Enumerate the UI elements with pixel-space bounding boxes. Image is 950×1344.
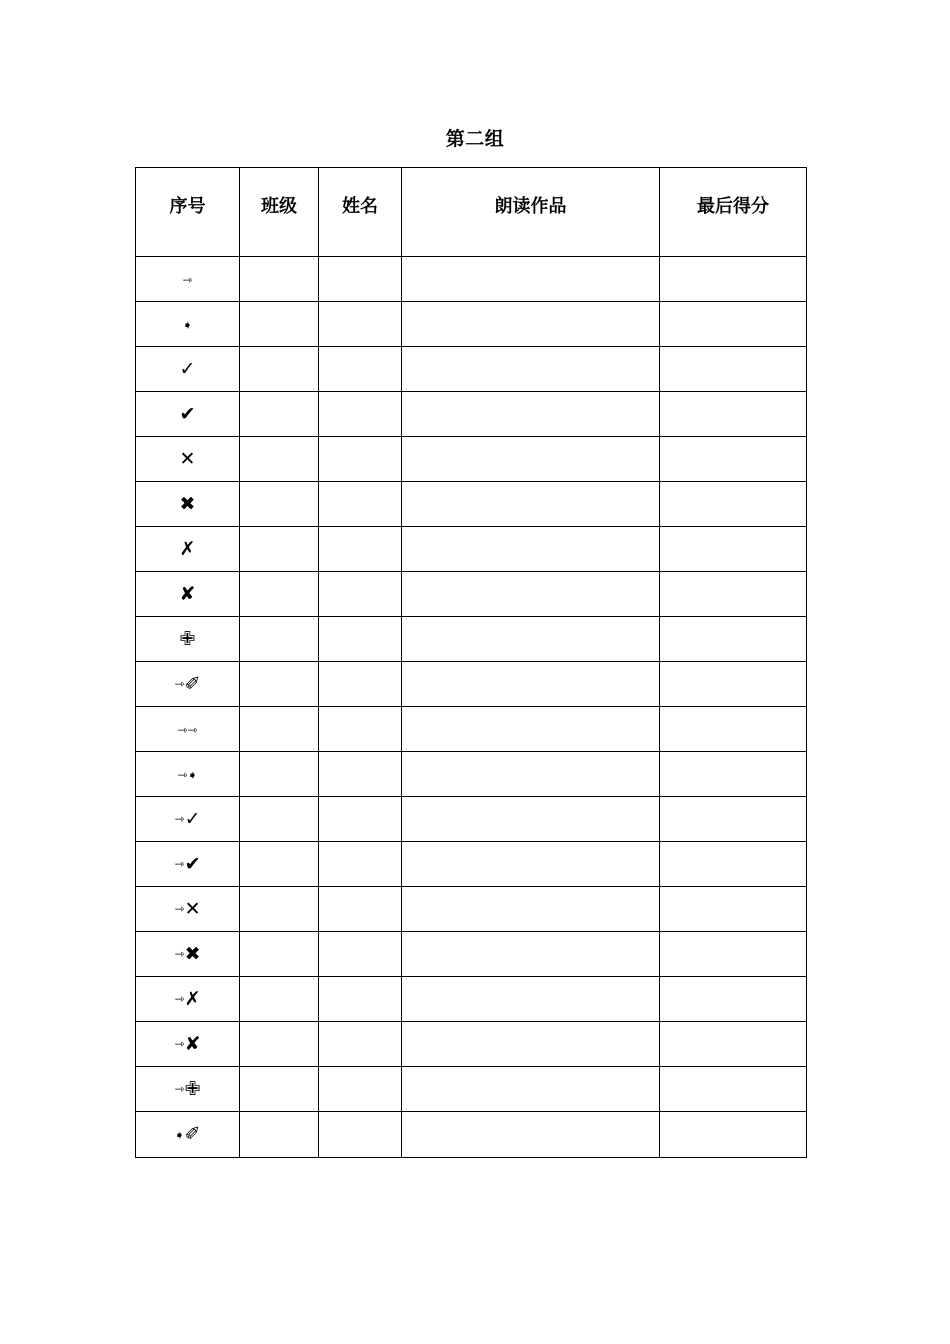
table-row bbox=[136, 527, 807, 572]
table-row bbox=[136, 842, 807, 887]
cell-name[interactable] bbox=[319, 842, 402, 887]
table-row bbox=[136, 572, 807, 617]
table-row bbox=[136, 257, 807, 302]
cell-seq bbox=[136, 347, 240, 392]
cell-seq bbox=[136, 887, 240, 932]
cell-seq bbox=[136, 257, 240, 302]
cell-score[interactable] bbox=[660, 1067, 807, 1112]
cell-score[interactable] bbox=[660, 527, 807, 572]
seq-symbol: ⇾ bbox=[174, 1082, 185, 1097]
cell-score[interactable] bbox=[660, 977, 807, 1022]
seq-symbol: ⇾ bbox=[177, 722, 188, 737]
seq-symbol: ⇾ bbox=[174, 947, 185, 962]
table-row bbox=[136, 617, 807, 662]
seq-symbol: ✐ bbox=[184, 1123, 201, 1146]
cell-name[interactable] bbox=[319, 572, 402, 617]
cell-score[interactable] bbox=[660, 752, 807, 797]
cell-score[interactable] bbox=[660, 572, 807, 617]
cell-score[interactable] bbox=[660, 437, 807, 482]
seq-marker bbox=[182, 269, 192, 290]
seq-marker bbox=[180, 583, 196, 604]
seq-symbol: ✗ bbox=[184, 987, 201, 1010]
seq-marker bbox=[175, 988, 201, 1009]
seq-marker bbox=[180, 448, 196, 469]
cell-name[interactable] bbox=[319, 662, 402, 707]
cell-class[interactable] bbox=[240, 527, 319, 572]
column-header-score: 最后得分 bbox=[660, 168, 807, 257]
seq-symbol: ⇾ bbox=[174, 1037, 185, 1052]
cell-work[interactable] bbox=[402, 797, 660, 842]
cell-work[interactable] bbox=[402, 977, 660, 1022]
table-row bbox=[136, 1067, 807, 1112]
cell-name[interactable] bbox=[319, 1112, 402, 1158]
cell-class[interactable] bbox=[240, 482, 319, 527]
cell-class[interactable] bbox=[240, 392, 319, 437]
cell-seq bbox=[136, 527, 240, 572]
cell-seq bbox=[136, 932, 240, 977]
cell-score[interactable] bbox=[660, 392, 807, 437]
cell-seq bbox=[136, 617, 240, 662]
cell-name[interactable] bbox=[319, 707, 402, 752]
cell-name[interactable] bbox=[319, 797, 402, 842]
table-row bbox=[136, 662, 807, 707]
seq-symbol: ✖ bbox=[184, 942, 201, 965]
table-row bbox=[136, 302, 807, 347]
table-row bbox=[136, 707, 807, 752]
cell-score[interactable] bbox=[660, 302, 807, 347]
cell-class[interactable] bbox=[240, 887, 319, 932]
seq-symbol: ⇾ bbox=[174, 812, 185, 827]
cell-seq bbox=[136, 1022, 240, 1067]
seq-marker bbox=[182, 314, 192, 335]
cell-seq bbox=[136, 797, 240, 842]
cell-class[interactable] bbox=[240, 662, 319, 707]
seq-marker bbox=[180, 493, 196, 514]
cell-seq bbox=[136, 1112, 240, 1158]
cell-name[interactable] bbox=[319, 1067, 402, 1112]
table-header-row bbox=[136, 168, 807, 257]
cell-seq bbox=[136, 437, 240, 482]
cell-score[interactable] bbox=[660, 257, 807, 302]
cell-class[interactable] bbox=[240, 977, 319, 1022]
cell-class[interactable] bbox=[240, 842, 319, 887]
cell-work[interactable] bbox=[402, 572, 660, 617]
cell-name[interactable] bbox=[319, 1022, 402, 1067]
page-title: 第二组 bbox=[445, 128, 505, 150]
cell-work[interactable] bbox=[402, 752, 660, 797]
cell-score[interactable] bbox=[660, 797, 807, 842]
seq-symbol: ⇾ bbox=[174, 857, 185, 872]
cell-work[interactable] bbox=[402, 437, 660, 482]
cell-seq bbox=[136, 1067, 240, 1112]
cell-class[interactable] bbox=[240, 932, 319, 977]
seq-symbol: ⇾ bbox=[174, 902, 185, 917]
cell-class[interactable] bbox=[240, 1022, 319, 1067]
cell-seq bbox=[136, 482, 240, 527]
seq-marker bbox=[180, 358, 196, 379]
cell-score[interactable] bbox=[660, 887, 807, 932]
cell-work[interactable] bbox=[402, 1112, 660, 1158]
seq-marker bbox=[175, 673, 201, 694]
cell-score[interactable] bbox=[660, 707, 807, 752]
cell-name[interactable] bbox=[319, 302, 402, 347]
table-row bbox=[136, 437, 807, 482]
table-row bbox=[136, 887, 807, 932]
seq-symbol: ✕ bbox=[179, 447, 196, 470]
cell-class[interactable] bbox=[240, 437, 319, 482]
cell-score[interactable] bbox=[660, 662, 807, 707]
cell-name[interactable] bbox=[319, 392, 402, 437]
cell-name[interactable] bbox=[319, 617, 402, 662]
cell-name[interactable] bbox=[319, 437, 402, 482]
seq-marker bbox=[175, 943, 201, 964]
cell-work[interactable] bbox=[402, 347, 660, 392]
seq-marker bbox=[175, 1124, 201, 1145]
table-row bbox=[136, 977, 807, 1022]
cell-work[interactable] bbox=[402, 617, 660, 662]
cell-name[interactable] bbox=[319, 347, 402, 392]
seq-marker bbox=[175, 853, 201, 874]
cell-name[interactable] bbox=[319, 482, 402, 527]
seq-symbol: ✙ bbox=[179, 627, 196, 650]
cell-work[interactable] bbox=[402, 257, 660, 302]
cell-name[interactable] bbox=[319, 527, 402, 572]
cell-class[interactable] bbox=[240, 257, 319, 302]
cell-score[interactable] bbox=[660, 482, 807, 527]
cell-name[interactable] bbox=[319, 977, 402, 1022]
cell-class[interactable] bbox=[240, 707, 319, 752]
score-table bbox=[135, 167, 807, 1158]
cell-class[interactable] bbox=[240, 617, 319, 662]
column-header-work: 朗读作品 bbox=[402, 168, 660, 257]
seq-marker bbox=[177, 764, 197, 785]
seq-marker bbox=[177, 719, 197, 740]
cell-score[interactable] bbox=[660, 932, 807, 977]
seq-symbol: ⇾ bbox=[177, 767, 188, 782]
cell-work[interactable] bbox=[402, 1022, 660, 1067]
cell-seq bbox=[136, 752, 240, 797]
cell-score[interactable] bbox=[660, 347, 807, 392]
cell-work[interactable] bbox=[402, 392, 660, 437]
seq-symbol: ➧ bbox=[174, 1127, 185, 1142]
cell-seq bbox=[136, 707, 240, 752]
cell-name[interactable] bbox=[319, 887, 402, 932]
seq-symbol: ➧ bbox=[182, 317, 193, 332]
seq-marker bbox=[180, 403, 196, 424]
seq-symbol: ✓ bbox=[179, 357, 196, 380]
cell-name[interactable] bbox=[319, 257, 402, 302]
cell-work[interactable] bbox=[402, 527, 660, 572]
cell-class[interactable] bbox=[240, 347, 319, 392]
cell-work[interactable] bbox=[402, 302, 660, 347]
seq-symbol: ✐ bbox=[184, 672, 201, 695]
seq-marker bbox=[175, 808, 201, 829]
table-row bbox=[136, 932, 807, 977]
cell-class[interactable] bbox=[240, 302, 319, 347]
seq-marker bbox=[180, 538, 196, 559]
cell-work[interactable] bbox=[402, 482, 660, 527]
cell-seq bbox=[136, 977, 240, 1022]
cell-work[interactable] bbox=[402, 1067, 660, 1112]
cell-score[interactable] bbox=[660, 1112, 807, 1158]
seq-symbol: ⇾ bbox=[182, 272, 193, 287]
table-row bbox=[136, 392, 807, 437]
table-row bbox=[136, 1022, 807, 1067]
table-row bbox=[136, 797, 807, 842]
column-header-class: 班级 bbox=[240, 168, 319, 257]
seq-symbol: ✔ bbox=[184, 852, 201, 875]
seq-symbol: ✖ bbox=[179, 492, 196, 515]
cell-seq bbox=[136, 842, 240, 887]
cell-work[interactable] bbox=[402, 662, 660, 707]
cell-class[interactable] bbox=[240, 1067, 319, 1112]
column-header-seq: 序号 bbox=[136, 168, 240, 257]
cell-seq bbox=[136, 302, 240, 347]
cell-class[interactable] bbox=[240, 572, 319, 617]
cell-class[interactable] bbox=[240, 1112, 319, 1158]
seq-symbol: ✘ bbox=[184, 1032, 201, 1055]
seq-symbol: ✙ bbox=[184, 1077, 201, 1100]
cell-class[interactable] bbox=[240, 797, 319, 842]
table-row bbox=[136, 347, 807, 392]
cell-seq bbox=[136, 572, 240, 617]
seq-symbol: ✗ bbox=[179, 537, 196, 560]
cell-work[interactable] bbox=[402, 842, 660, 887]
seq-symbol: ⇾ bbox=[187, 722, 198, 737]
seq-symbol: ✔ bbox=[179, 402, 196, 425]
cell-name[interactable] bbox=[319, 932, 402, 977]
table-row bbox=[136, 482, 807, 527]
cell-class[interactable] bbox=[240, 752, 319, 797]
seq-marker bbox=[175, 1078, 201, 1099]
table-row bbox=[136, 752, 807, 797]
column-header-name: 姓名 bbox=[319, 168, 402, 257]
seq-symbol: ⇾ bbox=[174, 677, 185, 692]
table-row bbox=[136, 1112, 807, 1158]
cell-score[interactable] bbox=[660, 617, 807, 662]
cell-score[interactable] bbox=[660, 1022, 807, 1067]
seq-symbol: ✘ bbox=[179, 582, 196, 605]
cell-seq bbox=[136, 662, 240, 707]
seq-symbol: ➧ bbox=[187, 767, 198, 782]
cell-work[interactable] bbox=[402, 887, 660, 932]
cell-score[interactable] bbox=[660, 842, 807, 887]
seq-marker bbox=[175, 1033, 201, 1054]
cell-work[interactable] bbox=[402, 932, 660, 977]
cell-seq bbox=[136, 392, 240, 437]
seq-symbol: ✕ bbox=[184, 897, 201, 920]
seq-symbol: ⇾ bbox=[174, 992, 185, 1007]
seq-symbol: ✓ bbox=[184, 807, 201, 830]
table-body bbox=[136, 257, 807, 1158]
cell-name[interactable] bbox=[319, 752, 402, 797]
cell-work[interactable] bbox=[402, 707, 660, 752]
seq-marker bbox=[175, 898, 201, 919]
seq-marker bbox=[180, 628, 196, 649]
